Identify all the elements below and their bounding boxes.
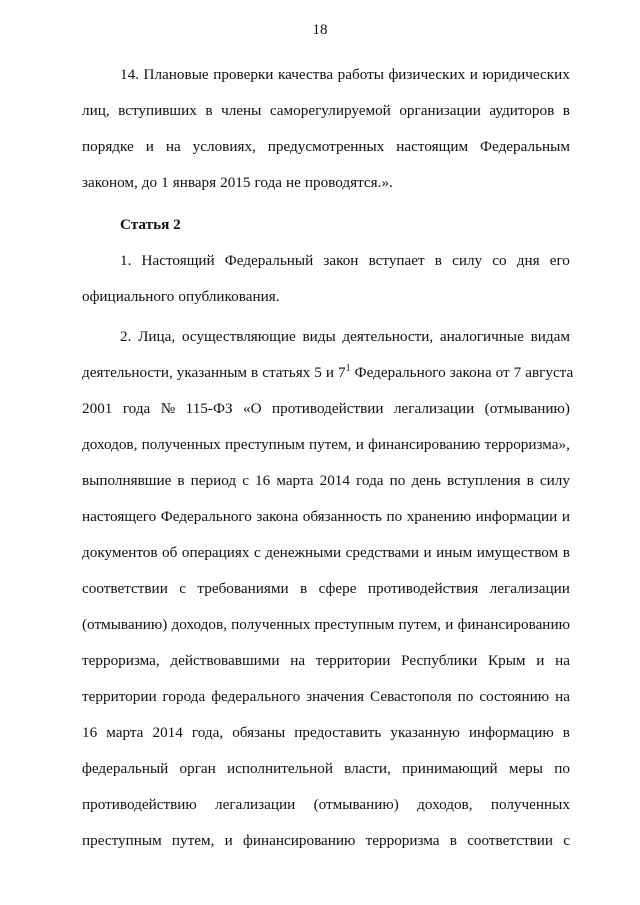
word: в: [434, 252, 442, 269]
word: средствами: [345, 544, 420, 561]
text-line: [82, 472, 570, 508]
word: года: [356, 472, 384, 489]
word: финансированию: [457, 616, 570, 633]
word: аналогичные: [439, 328, 524, 345]
word: вступивших: [118, 102, 197, 119]
word: марта: [106, 724, 144, 741]
word: Настоящий: [141, 252, 215, 269]
word: (отмыванию): [484, 400, 570, 417]
word: (отмыванию): [82, 616, 168, 633]
text-line-with-superscript: [82, 362, 574, 400]
article-2-paragraph-1: [82, 252, 570, 324]
word: по: [386, 508, 403, 525]
word: вступления: [447, 472, 521, 489]
word: закон: [323, 252, 359, 269]
word: (отмыванию): [313, 796, 399, 813]
word: осуществляющие: [181, 328, 296, 345]
word: соответствии: [467, 832, 554, 849]
word: и: [561, 508, 570, 525]
word: обязанность: [302, 508, 382, 525]
word: законом,: [82, 174, 138, 191]
word: качества: [277, 66, 334, 83]
word: терроризма,: [82, 652, 160, 669]
word: сфере: [318, 580, 357, 597]
word: силу: [452, 252, 483, 269]
document-body: [82, 66, 574, 868]
word: члены: [221, 102, 262, 119]
word: его: [549, 252, 570, 269]
word: финансированию: [368, 436, 481, 453]
word: проводятся.».: [304, 174, 393, 191]
word: организации: [399, 102, 481, 119]
word: марта: [276, 472, 314, 489]
word: документов: [82, 544, 158, 561]
text-line: [82, 544, 570, 580]
text-line: [82, 328, 570, 364]
word: в: [562, 544, 570, 561]
word: терроризма: [365, 832, 440, 849]
word: федерального: [211, 688, 301, 705]
text-line: [82, 400, 570, 436]
word: преступным: [82, 832, 162, 849]
text-line: [82, 760, 570, 796]
word: 16: [82, 724, 98, 741]
text-line: [82, 724, 570, 760]
word: исполнительной: [227, 760, 333, 777]
word: и: [423, 544, 432, 561]
word: операциях: [181, 544, 250, 561]
word: опубликования.: [178, 288, 280, 305]
word: преступным: [225, 436, 305, 453]
word: города: [162, 688, 206, 705]
word: противодействию: [82, 796, 197, 813]
word: информацию: [468, 724, 554, 741]
text-line: [82, 252, 570, 288]
word: работы: [337, 66, 384, 83]
text-line: [82, 508, 570, 544]
text-line: [82, 580, 570, 616]
word: в: [449, 832, 457, 849]
text-line: [82, 616, 570, 652]
word: меры: [508, 760, 543, 777]
word: Лица,: [138, 328, 176, 345]
text-line: [82, 174, 570, 210]
word: на: [165, 138, 181, 155]
word: деятельности,: [342, 328, 434, 345]
text-line: [82, 796, 570, 832]
word: года,: [191, 724, 224, 741]
word: об: [162, 544, 178, 561]
word: 2014: [319, 472, 350, 489]
word: путем,: [308, 436, 352, 453]
word: до: [141, 174, 158, 191]
word: 16: [255, 472, 271, 489]
word: «О: [243, 400, 262, 417]
word: имуществом: [476, 544, 559, 561]
superscript: 1: [345, 362, 351, 374]
word: финансированию: [243, 832, 356, 849]
word: по: [554, 760, 570, 777]
word: значения: [306, 688, 365, 705]
word: от: [495, 364, 510, 381]
word: терроризма»,: [484, 436, 570, 453]
text-line: [82, 832, 570, 868]
word: января: [172, 174, 217, 191]
word: 2014: [152, 724, 183, 741]
word: предоставить: [294, 724, 382, 741]
word: и: [145, 138, 154, 155]
word: полученных: [231, 616, 311, 633]
word: года: [122, 400, 151, 417]
word: в: [526, 472, 534, 489]
word: обязаны: [232, 724, 286, 741]
word: 115-ФЗ: [185, 400, 233, 417]
word: на: [290, 652, 306, 669]
word: закона: [449, 364, 492, 381]
word: выполнявшие: [82, 472, 172, 489]
word: период: [190, 472, 237, 489]
word: порядке: [82, 138, 134, 155]
word: на: [555, 688, 570, 705]
word: действовавшими: [170, 652, 280, 669]
word: официального: [82, 288, 175, 305]
word: Федерального: [354, 364, 446, 381]
word: предусмотренных: [267, 138, 385, 155]
word: проверки: [213, 66, 274, 83]
word: юридических: [482, 66, 570, 83]
word: требованиями: [197, 580, 289, 597]
text-line: [82, 688, 570, 724]
word: аудиторов: [489, 102, 555, 119]
word: преступным: [314, 616, 395, 633]
word: на: [555, 652, 570, 669]
word: дня: [516, 252, 540, 269]
word: саморегулируемой: [269, 102, 391, 119]
word: видам: [530, 328, 570, 345]
word: путем,: [171, 832, 215, 849]
word: Севастополя: [370, 688, 452, 705]
word: вступает: [368, 252, 425, 269]
word: условиях,: [192, 138, 256, 155]
word: $7^1$: [338, 362, 351, 381]
word: со: [492, 252, 507, 269]
word: доходов,: [82, 436, 138, 453]
word: полученных: [490, 796, 570, 813]
word: состоянию: [479, 688, 550, 705]
word: информации: [475, 508, 558, 525]
word: в: [177, 472, 185, 489]
word: путем,: [398, 616, 441, 633]
word: 2001: [82, 400, 113, 417]
word: с: [253, 544, 261, 561]
word: года: [254, 174, 282, 191]
text-line: [82, 288, 570, 324]
text-line: [82, 66, 570, 102]
word: иным: [436, 544, 473, 561]
word: виды: [302, 328, 336, 345]
word: с: [242, 472, 249, 489]
word: 7: [513, 364, 522, 381]
word: легализации: [489, 580, 570, 597]
word: августа: [525, 364, 574, 381]
word: Федеральный: [224, 252, 314, 269]
word: лиц,: [82, 102, 110, 119]
word: по: [389, 472, 406, 489]
word: Федерального: [160, 508, 252, 525]
text-line: [82, 138, 570, 174]
word: указанную: [390, 724, 460, 741]
article-heading: Статья 2: [120, 216, 181, 233]
word: по: [457, 688, 474, 705]
word: и: [355, 436, 364, 453]
word: и: [325, 364, 335, 381]
word: легализации: [393, 400, 475, 417]
word: 5: [314, 364, 322, 381]
word: принимающий: [401, 760, 498, 777]
word: 1: [161, 174, 169, 191]
word: денежными: [265, 544, 342, 561]
word: в: [562, 724, 570, 741]
word: федеральный: [82, 760, 169, 777]
word: силу: [539, 472, 570, 489]
word: 2.: [120, 328, 132, 345]
word: в: [300, 580, 308, 597]
word: указанным: [176, 364, 248, 381]
word: полученных: [141, 436, 221, 453]
word: с: [563, 832, 570, 849]
word: доходов,: [171, 616, 227, 633]
word: Плановые: [143, 66, 209, 83]
word: не: [285, 174, 301, 191]
text-line: [82, 652, 570, 688]
word: с: [179, 580, 186, 597]
word: и: [469, 66, 478, 83]
word: территории: [315, 652, 391, 669]
word: день: [411, 472, 441, 489]
word: власти,: [344, 760, 391, 777]
word: физических: [388, 66, 466, 83]
page-number: 18: [312, 22, 328, 38]
paragraph-14: [82, 66, 570, 210]
word: хранению: [406, 508, 472, 525]
word: в: [205, 102, 213, 119]
text-line: [82, 102, 570, 138]
word: орган: [179, 760, 216, 777]
word: соответствии: [82, 580, 168, 597]
word: 14.: [120, 66, 139, 83]
word: 2015: [220, 174, 251, 191]
word: и: [445, 616, 454, 633]
word: противодействии: [272, 400, 384, 417]
word: в: [562, 102, 570, 119]
word: Федеральным: [480, 138, 570, 155]
word: деятельности,: [82, 364, 173, 381]
article-2-paragraph-2: [82, 328, 574, 868]
word: закона: [256, 508, 299, 525]
word: статьях: [262, 364, 311, 381]
word: №: [160, 400, 176, 417]
word: доходов,: [417, 796, 473, 813]
word: территории: [82, 688, 157, 705]
text-line: [82, 436, 570, 472]
word: и: [224, 832, 233, 849]
word: легализации: [215, 796, 296, 813]
word: в: [251, 364, 259, 381]
word: Крым: [487, 652, 526, 669]
word: Республики: [401, 652, 478, 669]
word: 1.: [120, 252, 132, 269]
word: настоящего: [82, 508, 157, 525]
word: и: [536, 652, 545, 669]
word: настоящим: [396, 138, 469, 155]
word: противодействия: [367, 580, 479, 597]
